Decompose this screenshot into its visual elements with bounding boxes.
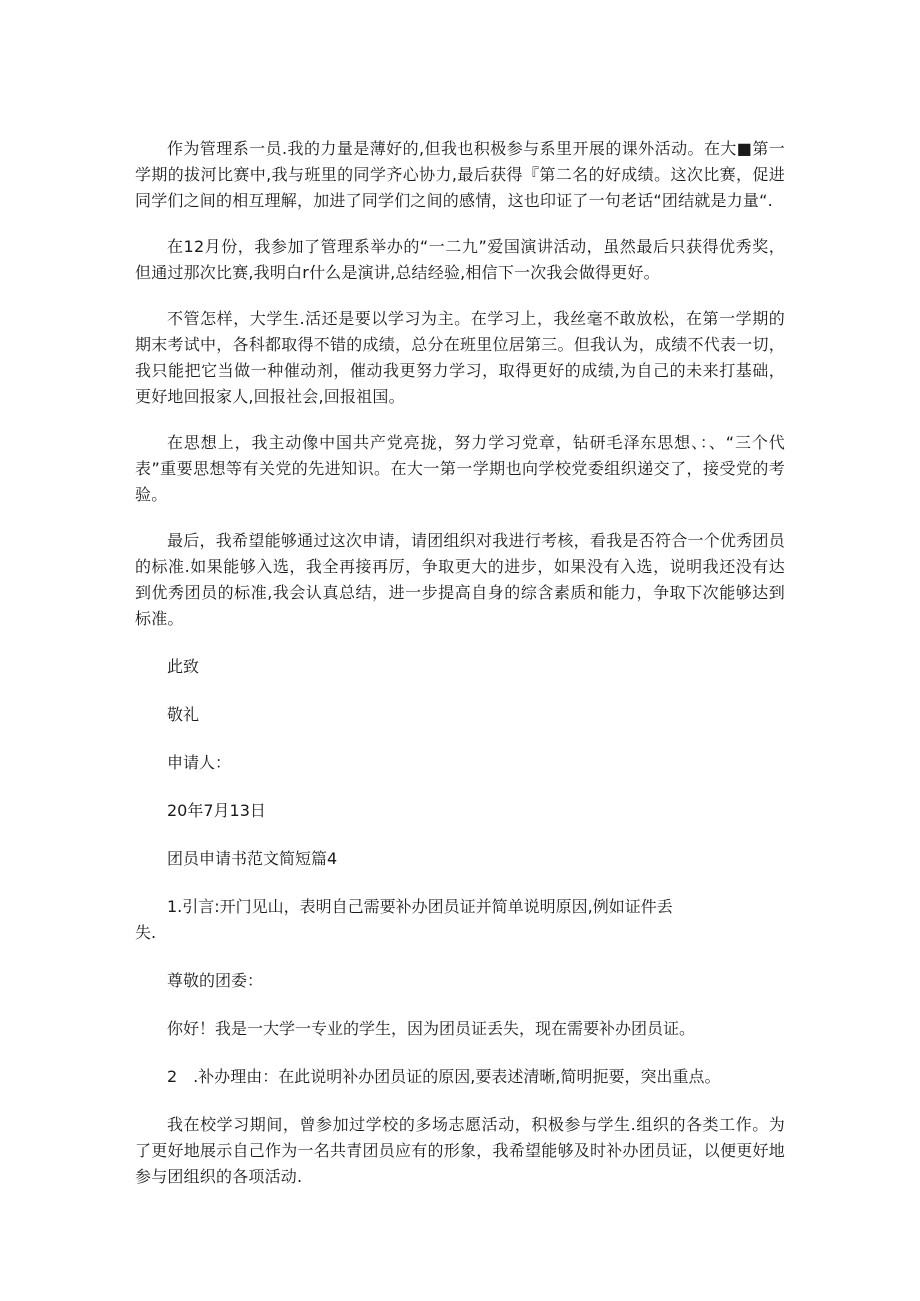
date-line: 20年7月13日 <box>167 801 266 820</box>
section-heading: 团员申请书范文简短篇4 <box>167 849 338 868</box>
greeting-line: 你好！我是一大学一专业的学生，因为团员证丢失，现在需要补办团员证。 <box>167 1019 696 1038</box>
salutation: 尊敬的团委： <box>167 971 264 990</box>
paragraph-activities: 作为管理系一员.我的力量是薄好的,但我也积极参与系里开展的课外活动。在大■第一学期的拔河比赛中,我与班里的同学齐心协力,最后获得『第二名的好成绩。这次比赛，促进同学们之间的相互理解，加进了同学们之间的感情，这也印证了一句老话“团结就是力量“. <box>135 139 785 210</box>
applicant-label: 申请人： <box>167 753 232 772</box>
paragraph-ideology: 在思想上，我主动像中国共产党亮拢，努力学习党章，钻研毛泽东思想、：、“三个代表”重要思想等有关党的先进知识。在大一第一学期也向学校党委组织递交了，接受党的考验。 <box>135 433 785 504</box>
paragraph-speech-contest: 在12月份，我参加了管理系举办的“一二九”爱国演讲活动，虽然最后只获得优秀奖，但通过那次比赛,我明白r什么是演讲,总结经验,相信下一次我会做得更好。 <box>135 237 785 282</box>
item-2-line: 2 .补办理由：在此说明补办团员证的原因,要表述清晰,简明扼要，突出重点。 <box>167 1067 721 1086</box>
paragraph-study: 不管怎样，大学生.活还是要以学习为主。在学习上，我丝毫不敢放松，在第一学期的期末考试中，各科都取得不错的成绩，总分在班里位居第三。但我认为，成绩不代表一切，我只能把它当做一种催动剂，催动我更努力学习，取得更好的成绩,为自己的未来打基础，更好地回报家人,回报社会,回报祖国。 <box>135 309 785 406</box>
paragraph-conclusion: 最后，我希望能够通过这次申请，请团组织对我进行考核，看我是否符合一个优秀团员的标准.如果能够入选，我全再接再厉，争取更大的进步，如果没有入选，说明我还没有达到优秀团员的标准,我会认真总结，进一步提高自身的综含素质和能力，争取下次能够达到标准。 <box>135 531 785 628</box>
paragraph-final: 我在校学习期间，曾参加过学校的多场志愿活动，积极参与学生.组织的各类工作。为了更好地展示自己作为一名共青团员应有的形象，我希望能够及时补办团员证，以便更好地参与团组织的各项活动. <box>135 1115 785 1186</box>
closing-greeting: 此致 <box>167 657 200 676</box>
item-1-line-1: 1.引言:开门见山，表明自己需要补办团员证并简单说明原因,例如证件丢 <box>167 897 673 916</box>
document-body <box>135 136 785 1190</box>
item-1-line-2: 失. <box>135 923 157 942</box>
closing-salute: 敬礼 <box>167 705 200 724</box>
